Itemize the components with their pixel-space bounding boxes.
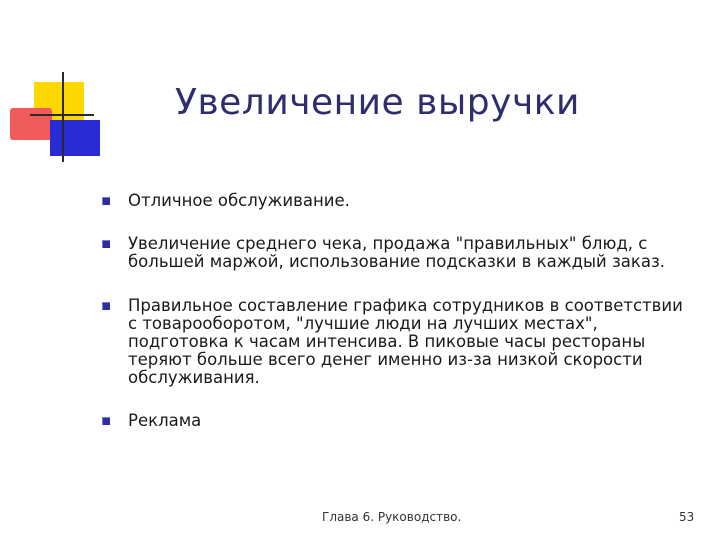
logo-horizontal-line: [30, 114, 94, 116]
bullet-item: [102, 192, 692, 210]
logo-vertical-line: [62, 72, 64, 162]
logo-blue-square: [50, 120, 100, 156]
bullet-text: Правильное составление графика сотрудников в соответствии с товарооборотом, "лучшие люди на лучших местах", подготовка к часам интенсива. В пиковые часы рестораны теряют больше всего денег именно из-за низкой скорости обслуживания.: [128, 296, 683, 387]
page-number: 53: [679, 510, 695, 524]
logo-red-square: [10, 108, 52, 140]
bullet-text: Отличное обслуживание.: [128, 191, 350, 210]
bullet-text: Реклама: [128, 411, 202, 430]
bullet-text: Увеличение среднего чека, продажа "правильных" блюд, с большей маржой, использование подсказки в каждый заказ.: [128, 234, 665, 271]
bullet-square-icon: [102, 302, 110, 310]
bullet-item: [102, 412, 692, 430]
bullet-item: [102, 235, 692, 271]
bullet-list: [102, 192, 692, 452]
footer-chapter-text: Глава 6. Руководство.: [322, 510, 462, 524]
slide-title: Увеличение выручки: [175, 82, 580, 123]
bullet-square-icon: [102, 197, 110, 205]
bullet-item: [102, 297, 692, 387]
bullet-square-icon: [102, 417, 110, 425]
bullet-square-icon: [102, 240, 110, 248]
